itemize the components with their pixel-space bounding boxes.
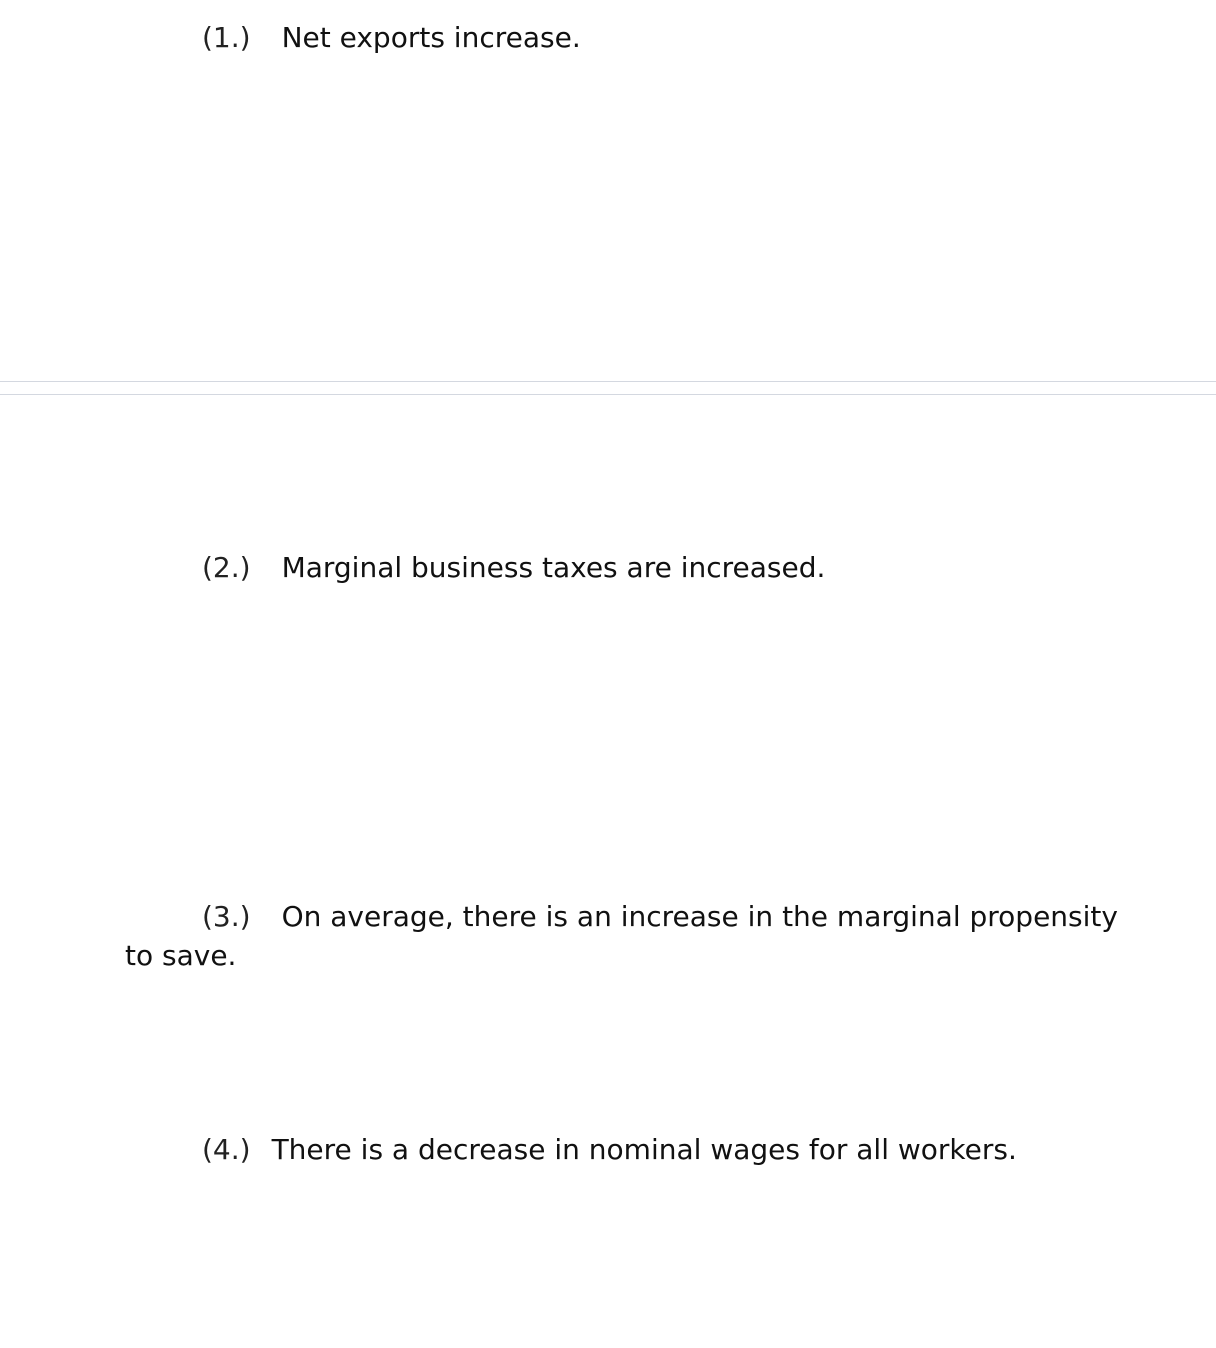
item-number: (2.) bbox=[202, 551, 251, 584]
item-number: (3.) bbox=[202, 900, 251, 933]
item-text: On average, there is an increase in the marginal propensity bbox=[281, 900, 1118, 933]
item-number: (4.) bbox=[202, 1133, 251, 1166]
list-item-3-continuation bbox=[125, 936, 236, 975]
divider-bottom bbox=[0, 394, 1216, 395]
item-number: (1.) bbox=[202, 21, 251, 54]
item-text: Net exports increase. bbox=[281, 21, 581, 54]
item-text: There is a decrease in nominal wages for all workers. bbox=[271, 1133, 1017, 1166]
item-text: Marginal business taxes are increased. bbox=[281, 551, 826, 584]
list-item-2 bbox=[202, 548, 825, 587]
list-item-4 bbox=[202, 1130, 1017, 1169]
divider-top bbox=[0, 381, 1216, 382]
list-item-1 bbox=[202, 18, 581, 57]
list-item-3 bbox=[202, 897, 1118, 936]
item-text-continued: to save. bbox=[125, 939, 237, 972]
